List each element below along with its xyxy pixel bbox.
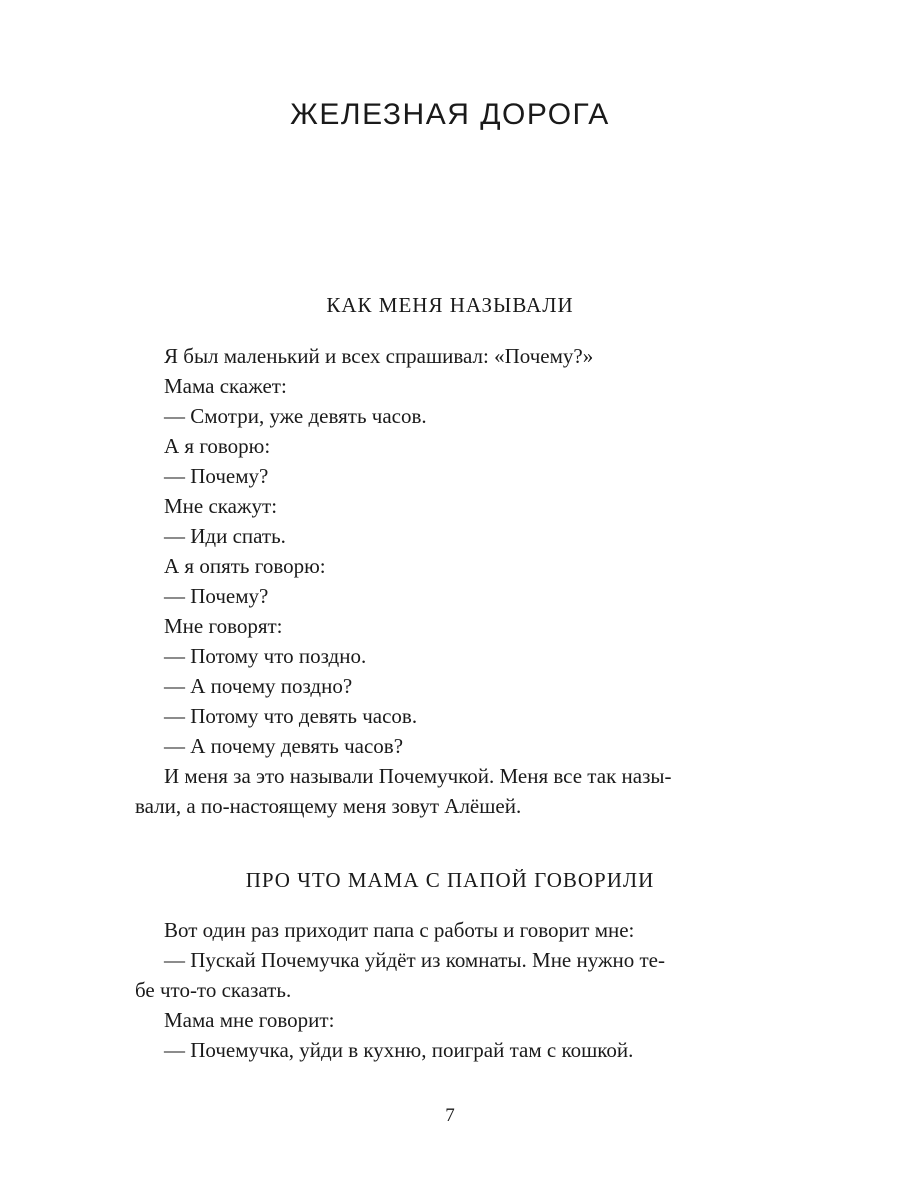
section-heading-pro-chto-mama-s-papoy-govorili: ПРО ЧТО МАМА С ПАПОЙ ГОВОРИЛИ — [245, 868, 655, 892]
section-heading-kak-menya-nazyvali: КАК МЕНЯ НАЗЫВАЛИ — [326, 293, 574, 317]
text-line: А я опять говорю: — [164, 554, 326, 578]
text-line: Мама скажет: — [164, 374, 287, 398]
text-line: бе что-то сказать. — [135, 978, 292, 1002]
text-line: вали, а по-настоящему меня зовут Алёшей. — [135, 794, 522, 818]
text-line: — А почему девять часов? — [164, 734, 404, 758]
story-text-section-2 — [135, 915, 747, 1065]
text-line: — Иди спать. — [164, 524, 286, 548]
page-title: ЖЕЛЕЗНАЯ ДОРОГА — [290, 98, 610, 131]
text-line: Мне говорят: — [164, 614, 283, 638]
story-text-section-1 — [135, 341, 747, 821]
text-line: — А почему поздно? — [164, 674, 353, 698]
text-line: Вот один раз приходит папа с работы и говорит мне: — [164, 918, 635, 942]
text-line: И меня за это называли Почемучкой. Меня все так назы- — [164, 764, 672, 788]
page-number: 7 — [445, 1105, 455, 1126]
text-line: Я был маленький и всех спрашивал: «Почему?» — [164, 344, 594, 368]
text-line: — Смотри, уже девять часов. — [164, 404, 427, 428]
text-line: А я говорю: — [164, 434, 271, 458]
text-line: Мне скажут: — [164, 494, 278, 518]
text-line: — Почему? — [164, 464, 269, 488]
text-line: — Почемучка, уйди в кухню, поиграй там с кошкой. — [164, 1038, 634, 1062]
text-line: — Потому что девять часов. — [164, 704, 418, 728]
text-line: Мама мне говорит: — [164, 1008, 335, 1032]
text-line: — Почему? — [164, 584, 269, 608]
text-line: — Потому что поздно. — [164, 644, 367, 668]
text-line: — Пускай Почемучка уйдёт из комнаты. Мне нужно те- — [164, 948, 665, 972]
